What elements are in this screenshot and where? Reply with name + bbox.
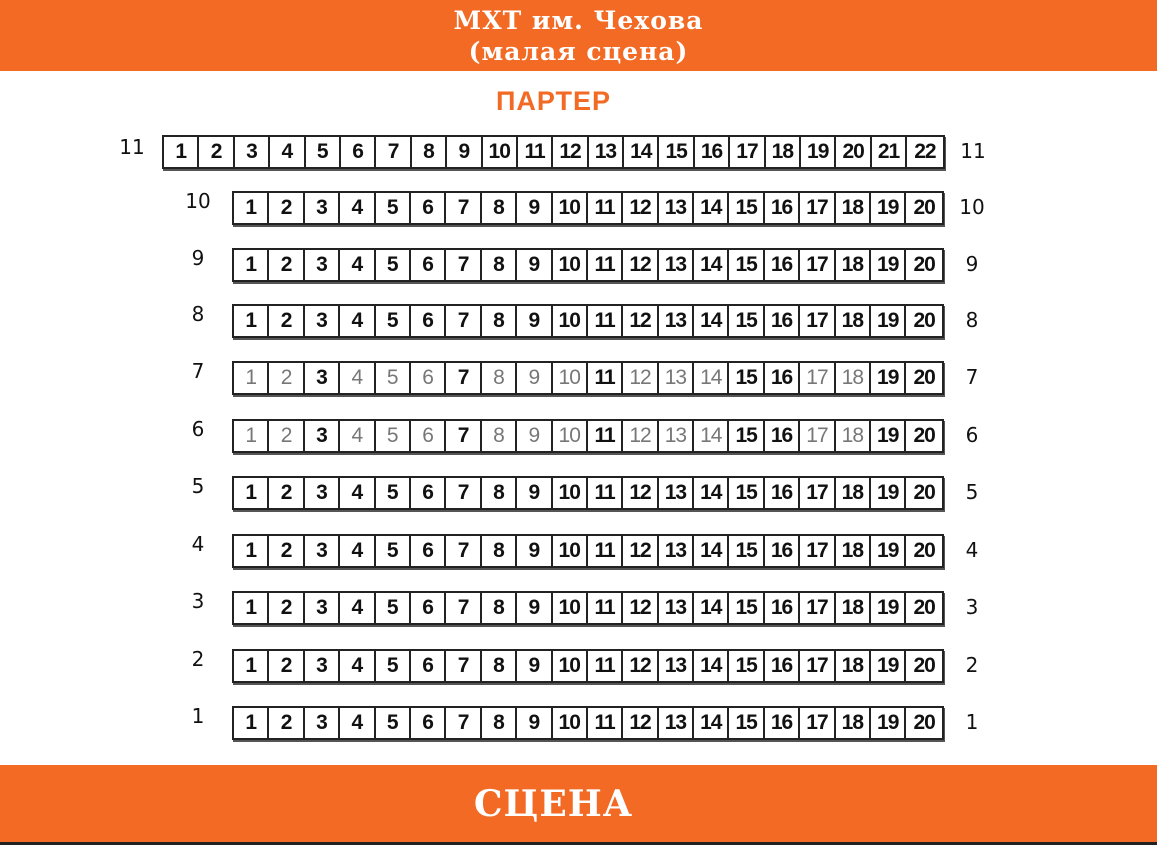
seat-1-17[interactable]: 17 — [800, 708, 835, 738]
seat-2-4[interactable]: 4 — [340, 651, 375, 681]
seat-strip — [232, 191, 944, 225]
seat-2-19[interactable]: 19 — [871, 651, 906, 681]
row-label-left: 8 — [191, 302, 205, 326]
seat-3-18[interactable]: 18 — [836, 593, 871, 623]
seat-1-10[interactable]: 10 — [553, 708, 588, 738]
seat-3-16[interactable]: 16 — [765, 593, 800, 623]
seat-5-5[interactable]: 5 — [376, 478, 411, 508]
row-label-right: 11 — [960, 139, 986, 163]
seat-4-15[interactable]: 15 — [729, 536, 764, 566]
seat-5-18[interactable]: 18 — [836, 478, 871, 508]
seat-2-11[interactable]: 11 — [588, 651, 623, 681]
seat-4-5[interactable]: 5 — [376, 536, 411, 566]
seat-10-13[interactable]: 13 — [659, 193, 694, 223]
seat-10-17[interactable]: 17 — [800, 193, 835, 223]
seat-3-19[interactable]: 19 — [871, 593, 906, 623]
seat-1-11[interactable]: 11 — [588, 708, 623, 738]
seat-11-17[interactable]: 17 — [730, 137, 765, 167]
seat-9-2[interactable]: 2 — [269, 250, 304, 280]
seat-9-19[interactable]: 19 — [871, 250, 906, 280]
seat-5-14[interactable]: 14 — [694, 478, 729, 508]
seat-2-5[interactable]: 5 — [376, 651, 411, 681]
seat-10-19[interactable]: 19 — [871, 193, 906, 223]
seat-row — [0, 246, 1157, 286]
seat-4-13[interactable]: 13 — [659, 536, 694, 566]
seat-8-6[interactable]: 6 — [411, 306, 446, 336]
row-label-right: 8 — [965, 308, 979, 332]
seat-7-8[interactable]: 8 — [482, 363, 517, 393]
seat-5-1[interactable]: 1 — [234, 478, 269, 508]
seat-4-19[interactable]: 19 — [871, 536, 906, 566]
seat-9-17[interactable]: 17 — [800, 250, 835, 280]
seat-strip — [232, 361, 944, 395]
seat-11-8[interactable]: 8 — [412, 137, 447, 167]
seat-2-6[interactable]: 6 — [411, 651, 446, 681]
seat-5-11[interactable]: 11 — [588, 478, 623, 508]
seat-3-12[interactable]: 12 — [623, 593, 658, 623]
seat-7-1[interactable]: 1 — [234, 363, 269, 393]
seat-2-20[interactable]: 20 — [913, 654, 935, 677]
seat-row — [0, 474, 1157, 514]
seat-11-16[interactable]: 16 — [695, 137, 730, 167]
seat-5-12[interactable]: 12 — [623, 478, 658, 508]
row-label-left: 5 — [191, 474, 205, 498]
row-label-right: 5 — [965, 480, 979, 504]
seat-9-20[interactable]: 20 — [913, 253, 935, 276]
seat-7-19[interactable]: 19 — [871, 363, 906, 393]
seat-11-3[interactable]: 3 — [235, 137, 270, 167]
seat-1-20[interactable]: 20 — [913, 711, 935, 734]
seat-3-3[interactable]: 3 — [305, 593, 340, 623]
seat-4-18[interactable]: 18 — [836, 536, 871, 566]
seat-3-8[interactable]: 8 — [482, 593, 517, 623]
seat-8-7[interactable]: 7 — [446, 306, 481, 336]
seat-8-8[interactable]: 8 — [482, 306, 517, 336]
seat-10-9[interactable]: 9 — [517, 193, 552, 223]
seat-2-7[interactable]: 7 — [446, 651, 481, 681]
seat-10-11[interactable]: 11 — [588, 193, 623, 223]
seat-6-8[interactable]: 8 — [482, 421, 517, 451]
seat-9-8[interactable]: 8 — [482, 250, 517, 280]
seat-8-3[interactable]: 3 — [305, 306, 340, 336]
stage-label: СЦЕНА — [473, 782, 634, 825]
row-label-left: 6 — [191, 417, 205, 441]
seat-6-12[interactable]: 12 — [623, 421, 658, 451]
seat-5-20[interactable]: 20 — [913, 481, 935, 504]
seat-3-15[interactable]: 15 — [729, 593, 764, 623]
seat-4-3[interactable]: 3 — [305, 536, 340, 566]
seat-2-8[interactable]: 8 — [482, 651, 517, 681]
seat-4-12[interactable]: 12 — [623, 536, 658, 566]
seat-2-13[interactable]: 13 — [659, 651, 694, 681]
seat-1-15[interactable]: 15 — [729, 708, 764, 738]
seat-3-5[interactable]: 5 — [376, 593, 411, 623]
row-label-left: 3 — [191, 589, 205, 613]
seat-8-10[interactable]: 10 — [553, 306, 588, 336]
seat-5-7[interactable]: 7 — [446, 478, 481, 508]
seat-6-2[interactable]: 2 — [269, 421, 304, 451]
seat-7-12[interactable]: 12 — [623, 363, 658, 393]
seat-6-16[interactable]: 16 — [765, 421, 800, 451]
seat-3-9[interactable]: 9 — [517, 593, 552, 623]
seat-7-14[interactable]: 14 — [694, 363, 729, 393]
seat-5-6[interactable]: 6 — [411, 478, 446, 508]
seat-6-17[interactable]: 17 — [800, 421, 835, 451]
seat-10-7[interactable]: 7 — [446, 193, 481, 223]
seat-5-13[interactable]: 13 — [659, 478, 694, 508]
seat-11-22[interactable]: 22 — [914, 140, 936, 163]
seat-strip — [232, 419, 944, 453]
seat-6-15[interactable]: 15 — [729, 421, 764, 451]
seat-4-20[interactable]: 20 — [913, 539, 935, 562]
seat-1-14[interactable]: 14 — [694, 708, 729, 738]
row-label-left: 10 — [185, 189, 211, 213]
seat-10-2[interactable]: 2 — [269, 193, 304, 223]
seat-3-1[interactable]: 1 — [234, 593, 269, 623]
seat-2-15[interactable]: 15 — [729, 651, 764, 681]
seat-11-7[interactable]: 7 — [376, 137, 411, 167]
seat-4-10[interactable]: 10 — [553, 536, 588, 566]
seat-3-14[interactable]: 14 — [694, 593, 729, 623]
seat-1-16[interactable]: 16 — [765, 708, 800, 738]
seat-2-10[interactable]: 10 — [553, 651, 588, 681]
seat-3-13[interactable]: 13 — [659, 593, 694, 623]
hall-name: (малая сцена) — [468, 36, 689, 66]
seat-row — [0, 532, 1157, 572]
seat-6-6[interactable]: 6 — [411, 421, 446, 451]
seat-7-17[interactable]: 17 — [800, 363, 835, 393]
seat-5-8[interactable]: 8 — [482, 478, 517, 508]
seat-strip — [162, 135, 945, 169]
seat-2-16[interactable]: 16 — [765, 651, 800, 681]
seat-11-11[interactable]: 11 — [518, 137, 553, 167]
seat-4-9[interactable]: 9 — [517, 536, 552, 566]
seat-9-3[interactable]: 3 — [305, 250, 340, 280]
seat-11-1[interactable]: 1 — [164, 137, 199, 167]
seat-1-8[interactable]: 8 — [482, 708, 517, 738]
seat-1-7[interactable]: 7 — [446, 708, 481, 738]
seat-7-4[interactable]: 4 — [340, 363, 375, 393]
seat-8-14[interactable]: 14 — [694, 306, 729, 336]
seat-row — [0, 589, 1157, 629]
seat-10-16[interactable]: 16 — [765, 193, 800, 223]
seat-8-4[interactable]: 4 — [340, 306, 375, 336]
seat-7-18[interactable]: 18 — [836, 363, 871, 393]
seat-11-10[interactable]: 10 — [483, 137, 518, 167]
row-label-right: 9 — [965, 252, 979, 276]
seat-9-5[interactable]: 5 — [376, 250, 411, 280]
seat-6-5[interactable]: 5 — [376, 421, 411, 451]
seat-8-18[interactable]: 18 — [836, 306, 871, 336]
seat-5-4[interactable]: 4 — [340, 478, 375, 508]
seat-3-17[interactable]: 17 — [800, 593, 835, 623]
seat-6-20[interactable]: 20 — [913, 424, 935, 447]
seat-9-7[interactable]: 7 — [446, 250, 481, 280]
seat-3-2[interactable]: 2 — [269, 593, 304, 623]
seat-strip — [232, 304, 944, 338]
seat-6-19[interactable]: 19 — [871, 421, 906, 451]
seat-2-3[interactable]: 3 — [305, 651, 340, 681]
seat-8-19[interactable]: 19 — [871, 306, 906, 336]
seat-9-16[interactable]: 16 — [765, 250, 800, 280]
seat-6-10[interactable]: 10 — [553, 421, 588, 451]
seat-8-12[interactable]: 12 — [623, 306, 658, 336]
seat-row — [0, 417, 1157, 457]
seat-10-8[interactable]: 8 — [482, 193, 517, 223]
seat-6-18[interactable]: 18 — [836, 421, 871, 451]
seat-1-1[interactable]: 1 — [234, 708, 269, 738]
seat-5-9[interactable]: 9 — [517, 478, 552, 508]
seat-10-14[interactable]: 14 — [694, 193, 729, 223]
seat-9-6[interactable]: 6 — [411, 250, 446, 280]
seat-strip — [232, 534, 944, 568]
seat-9-4[interactable]: 4 — [340, 250, 375, 280]
seat-1-6[interactable]: 6 — [411, 708, 446, 738]
row-label-right: 3 — [965, 595, 979, 619]
seat-11-19[interactable]: 19 — [801, 137, 836, 167]
seat-3-20[interactable]: 20 — [913, 596, 935, 619]
seat-11-21[interactable]: 21 — [872, 137, 907, 167]
seat-3-10[interactable]: 10 — [553, 593, 588, 623]
seat-3-11[interactable]: 11 — [588, 593, 623, 623]
seat-4-1[interactable]: 1 — [234, 536, 269, 566]
seat-strip — [232, 591, 944, 625]
seat-8-5[interactable]: 5 — [376, 306, 411, 336]
seat-7-15[interactable]: 15 — [729, 363, 764, 393]
seat-strip — [232, 248, 944, 282]
seat-3-6[interactable]: 6 — [411, 593, 446, 623]
seat-4-16[interactable]: 16 — [765, 536, 800, 566]
seat-9-9[interactable]: 9 — [517, 250, 552, 280]
seat-4-4[interactable]: 4 — [340, 536, 375, 566]
seat-11-20[interactable]: 20 — [836, 137, 871, 167]
seat-9-12[interactable]: 12 — [623, 250, 658, 280]
seat-9-15[interactable]: 15 — [729, 250, 764, 280]
seat-11-13[interactable]: 13 — [589, 137, 624, 167]
seat-8-16[interactable]: 16 — [765, 306, 800, 336]
seat-11-18[interactable]: 18 — [766, 137, 801, 167]
seat-5-15[interactable]: 15 — [729, 478, 764, 508]
seat-10-18[interactable]: 18 — [836, 193, 871, 223]
seat-1-3[interactable]: 3 — [305, 708, 340, 738]
seat-11-5[interactable]: 5 — [306, 137, 341, 167]
row-label-left: 9 — [191, 246, 205, 270]
seat-2-1[interactable]: 1 — [234, 651, 269, 681]
seat-11-12[interactable]: 12 — [553, 137, 588, 167]
seat-7-13[interactable]: 13 — [659, 363, 694, 393]
seat-5-17[interactable]: 17 — [800, 478, 835, 508]
seat-9-11[interactable]: 11 — [588, 250, 623, 280]
seat-1-4[interactable]: 4 — [340, 708, 375, 738]
section-title: ПАРТЕР — [495, 86, 612, 116]
seat-8-20[interactable]: 20 — [913, 309, 935, 332]
seat-6-13[interactable]: 13 — [659, 421, 694, 451]
seat-2-17[interactable]: 17 — [800, 651, 835, 681]
seat-7-16[interactable]: 16 — [765, 363, 800, 393]
seat-1-12[interactable]: 12 — [623, 708, 658, 738]
seat-7-3[interactable]: 3 — [305, 363, 340, 393]
seat-11-15[interactable]: 15 — [659, 137, 694, 167]
seat-1-18[interactable]: 18 — [836, 708, 871, 738]
seat-row — [0, 302, 1157, 342]
seat-5-3[interactable]: 3 — [305, 478, 340, 508]
seat-8-15[interactable]: 15 — [729, 306, 764, 336]
seat-2-12[interactable]: 12 — [623, 651, 658, 681]
stage — [0, 765, 1157, 842]
seat-4-2[interactable]: 2 — [269, 536, 304, 566]
seat-2-14[interactable]: 14 — [694, 651, 729, 681]
seat-11-2[interactable]: 2 — [199, 137, 234, 167]
seat-6-4[interactable]: 4 — [340, 421, 375, 451]
seat-10-6[interactable]: 6 — [411, 193, 446, 223]
seat-strip — [232, 649, 944, 683]
row-label-left: 2 — [191, 647, 205, 671]
seat-7-11[interactable]: 11 — [588, 363, 623, 393]
seat-9-18[interactable]: 18 — [836, 250, 871, 280]
seat-3-7[interactable]: 7 — [446, 593, 481, 623]
seat-7-7[interactable]: 7 — [446, 363, 481, 393]
row-label-right: 1 — [965, 710, 979, 734]
seat-9-1[interactable]: 1 — [234, 250, 269, 280]
seat-row — [0, 704, 1157, 744]
seat-8-2[interactable]: 2 — [269, 306, 304, 336]
seat-1-2[interactable]: 2 — [269, 708, 304, 738]
seat-6-3[interactable]: 3 — [305, 421, 340, 451]
seat-2-18[interactable]: 18 — [836, 651, 871, 681]
row-label-right: 7 — [965, 365, 979, 389]
row-label-right: 2 — [965, 653, 979, 677]
seat-6-11[interactable]: 11 — [588, 421, 623, 451]
seat-4-6[interactable]: 6 — [411, 536, 446, 566]
seat-9-13[interactable]: 13 — [659, 250, 694, 280]
seat-7-2[interactable]: 2 — [269, 363, 304, 393]
seat-7-20[interactable]: 20 — [913, 366, 935, 389]
theater-header — [0, 0, 1157, 71]
seat-6-9[interactable]: 9 — [517, 421, 552, 451]
seat-4-8[interactable]: 8 — [482, 536, 517, 566]
seat-10-15[interactable]: 15 — [729, 193, 764, 223]
seat-row — [0, 359, 1157, 399]
seat-6-14[interactable]: 14 — [694, 421, 729, 451]
seat-10-3[interactable]: 3 — [305, 193, 340, 223]
seat-2-2[interactable]: 2 — [269, 651, 304, 681]
seat-9-10[interactable]: 10 — [553, 250, 588, 280]
seat-4-11[interactable]: 11 — [588, 536, 623, 566]
seat-8-17[interactable]: 17 — [800, 306, 835, 336]
seat-3-4[interactable]: 4 — [340, 593, 375, 623]
seat-4-17[interactable]: 17 — [800, 536, 835, 566]
seat-row — [0, 133, 1157, 173]
seat-1-5[interactable]: 5 — [376, 708, 411, 738]
seat-4-7[interactable]: 7 — [446, 536, 481, 566]
seat-7-5[interactable]: 5 — [376, 363, 411, 393]
seat-5-2[interactable]: 2 — [269, 478, 304, 508]
seat-11-6[interactable]: 6 — [341, 137, 376, 167]
seat-11-14[interactable]: 14 — [624, 137, 659, 167]
seat-10-12[interactable]: 12 — [623, 193, 658, 223]
seat-5-16[interactable]: 16 — [765, 478, 800, 508]
seat-strip — [232, 476, 944, 510]
seat-10-5[interactable]: 5 — [376, 193, 411, 223]
seat-7-10[interactable]: 10 — [553, 363, 588, 393]
seat-8-9[interactable]: 9 — [517, 306, 552, 336]
seat-10-4[interactable]: 4 — [340, 193, 375, 223]
seat-6-7[interactable]: 7 — [446, 421, 481, 451]
seat-7-9[interactable]: 9 — [517, 363, 552, 393]
seat-2-9[interactable]: 9 — [517, 651, 552, 681]
row-label-left: 4 — [191, 532, 205, 556]
seat-1-9[interactable]: 9 — [517, 708, 552, 738]
seat-1-19[interactable]: 19 — [871, 708, 906, 738]
row-label-left: 11 — [119, 135, 145, 159]
theater-name: МХТ им. Чехова — [453, 5, 704, 35]
seat-row — [0, 189, 1157, 229]
row-label-right: 10 — [959, 195, 985, 219]
seat-10-1[interactable]: 1 — [234, 193, 269, 223]
seat-9-14[interactable]: 14 — [694, 250, 729, 280]
row-label-left: 1 — [191, 704, 205, 728]
seat-8-13[interactable]: 13 — [659, 306, 694, 336]
seat-1-13[interactable]: 13 — [659, 708, 694, 738]
row-label-right: 6 — [965, 423, 979, 447]
row-label-right: 4 — [965, 538, 979, 562]
row-label-left: 7 — [191, 359, 205, 383]
seat-11-4[interactable]: 4 — [270, 137, 305, 167]
seat-4-14[interactable]: 14 — [694, 536, 729, 566]
seat-6-1[interactable]: 1 — [234, 421, 269, 451]
seat-10-20[interactable]: 20 — [913, 196, 935, 219]
seat-11-9[interactable]: 9 — [447, 137, 482, 167]
seat-7-6[interactable]: 6 — [411, 363, 446, 393]
seat-8-1[interactable]: 1 — [234, 306, 269, 336]
seat-strip — [232, 706, 944, 740]
seat-8-11[interactable]: 11 — [588, 306, 623, 336]
seat-5-10[interactable]: 10 — [553, 478, 588, 508]
seat-5-19[interactable]: 19 — [871, 478, 906, 508]
seat-10-10[interactable]: 10 — [553, 193, 588, 223]
seat-row — [0, 647, 1157, 687]
